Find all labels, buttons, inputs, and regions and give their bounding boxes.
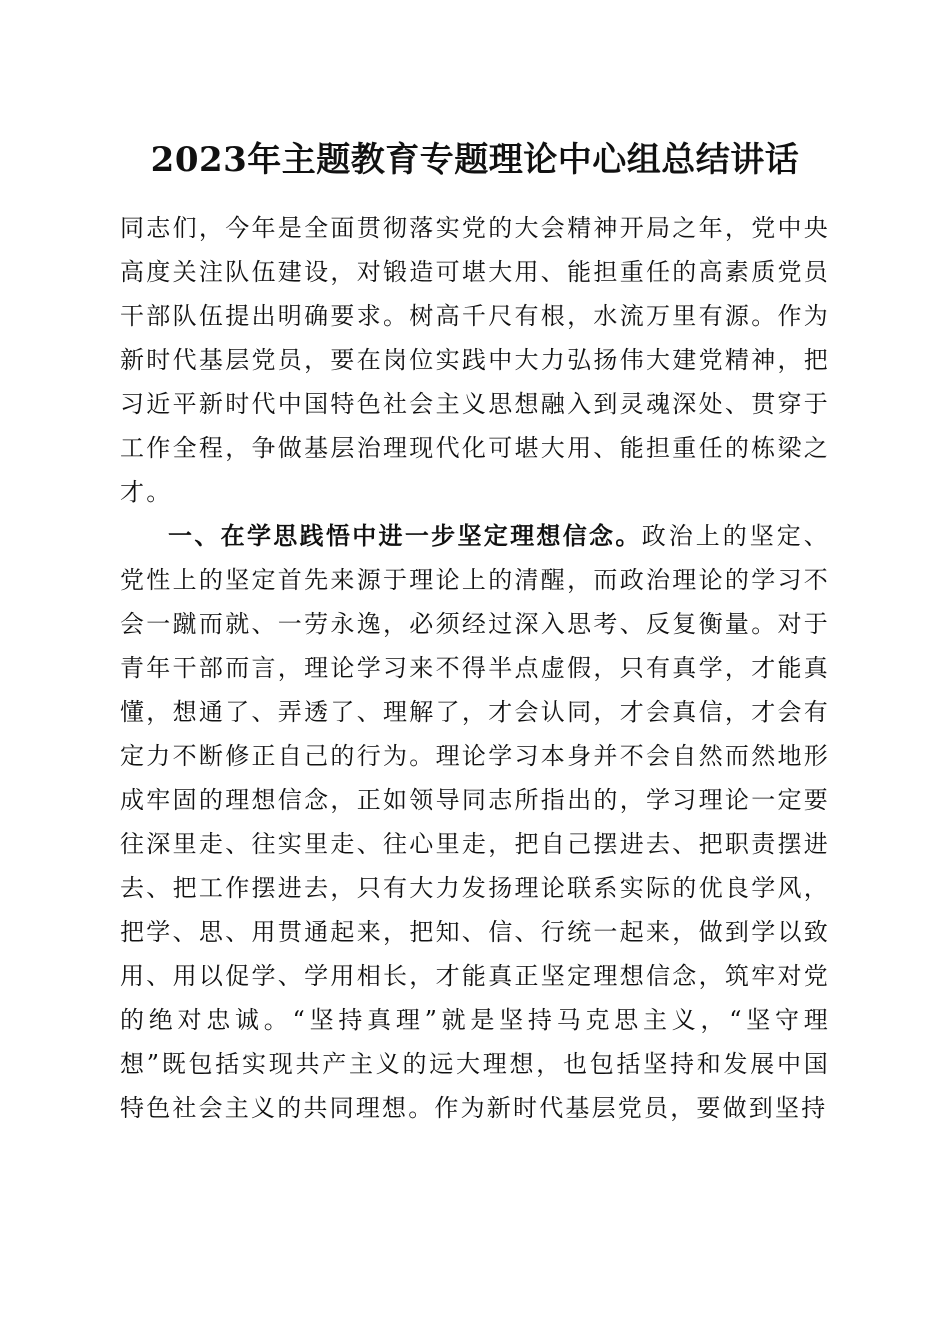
opening-paragraph-text: 同志们，今年是全面贯彻落实党的大会精神开局之年，党中央高度关注队伍建设，对锻造可堪大用、能担重任的高素质党员干部队伍提出明确要求。树高千尺有根，水流万里有源。作为新时代基层党员，要在岗位实践中大力弘扬伟大建党精神，把习近平新时代中国特色社会主义思想融入到灵魂深处、贯穿于工作全程，争做基层治理现代化可堪大用、能担重任的栋梁之才。: [120, 214, 830, 506]
document-title: 2023年主题教育专题理论中心组总结讲话: [150, 140, 800, 180]
opening-paragraph: [120, 206, 830, 514]
section-one-heading: 一、在学思践悟中进一步坚定理想信念。: [168, 522, 642, 550]
document-body: [120, 206, 830, 1130]
section-one-paragraph: [120, 514, 830, 1130]
section-one-text: 政治上的坚定、党性上的坚定首先来源于理论上的清醒，而政治理论的学习不会一蹴而就、一劳永逸，必须经过深入思考、反复衡量。对于青年干部而言，理论学习来不得半点虚假，只有真学，才能真懂，想通了、弄透了、理解了，才会认同，才会真信，才会有定力不断修正自己的行为。理论学习本身并不会自然而然地形成牢固的理想信念，正如领导同志所指出的，学习理论一定要往深里走、往实里走、往心里走，把自己摆进去、把职责摆进去、把工作摆进去，只有大力发扬理论联系实际的优良学风，把学、思、用贯通起来，把知、信、行统一起来，做到学以致用、用以促学、学用相长，才能真正坚定理想信念，筑牢对党的绝对忠诚。“坚持真理”就是坚持马克思主义，“坚守理想”既包括实现共产主义的远大理想，也包括坚持和发展中国特色社会主义的共同理想。作为新时代基层党员，要做到坚持: [120, 522, 831, 1122]
